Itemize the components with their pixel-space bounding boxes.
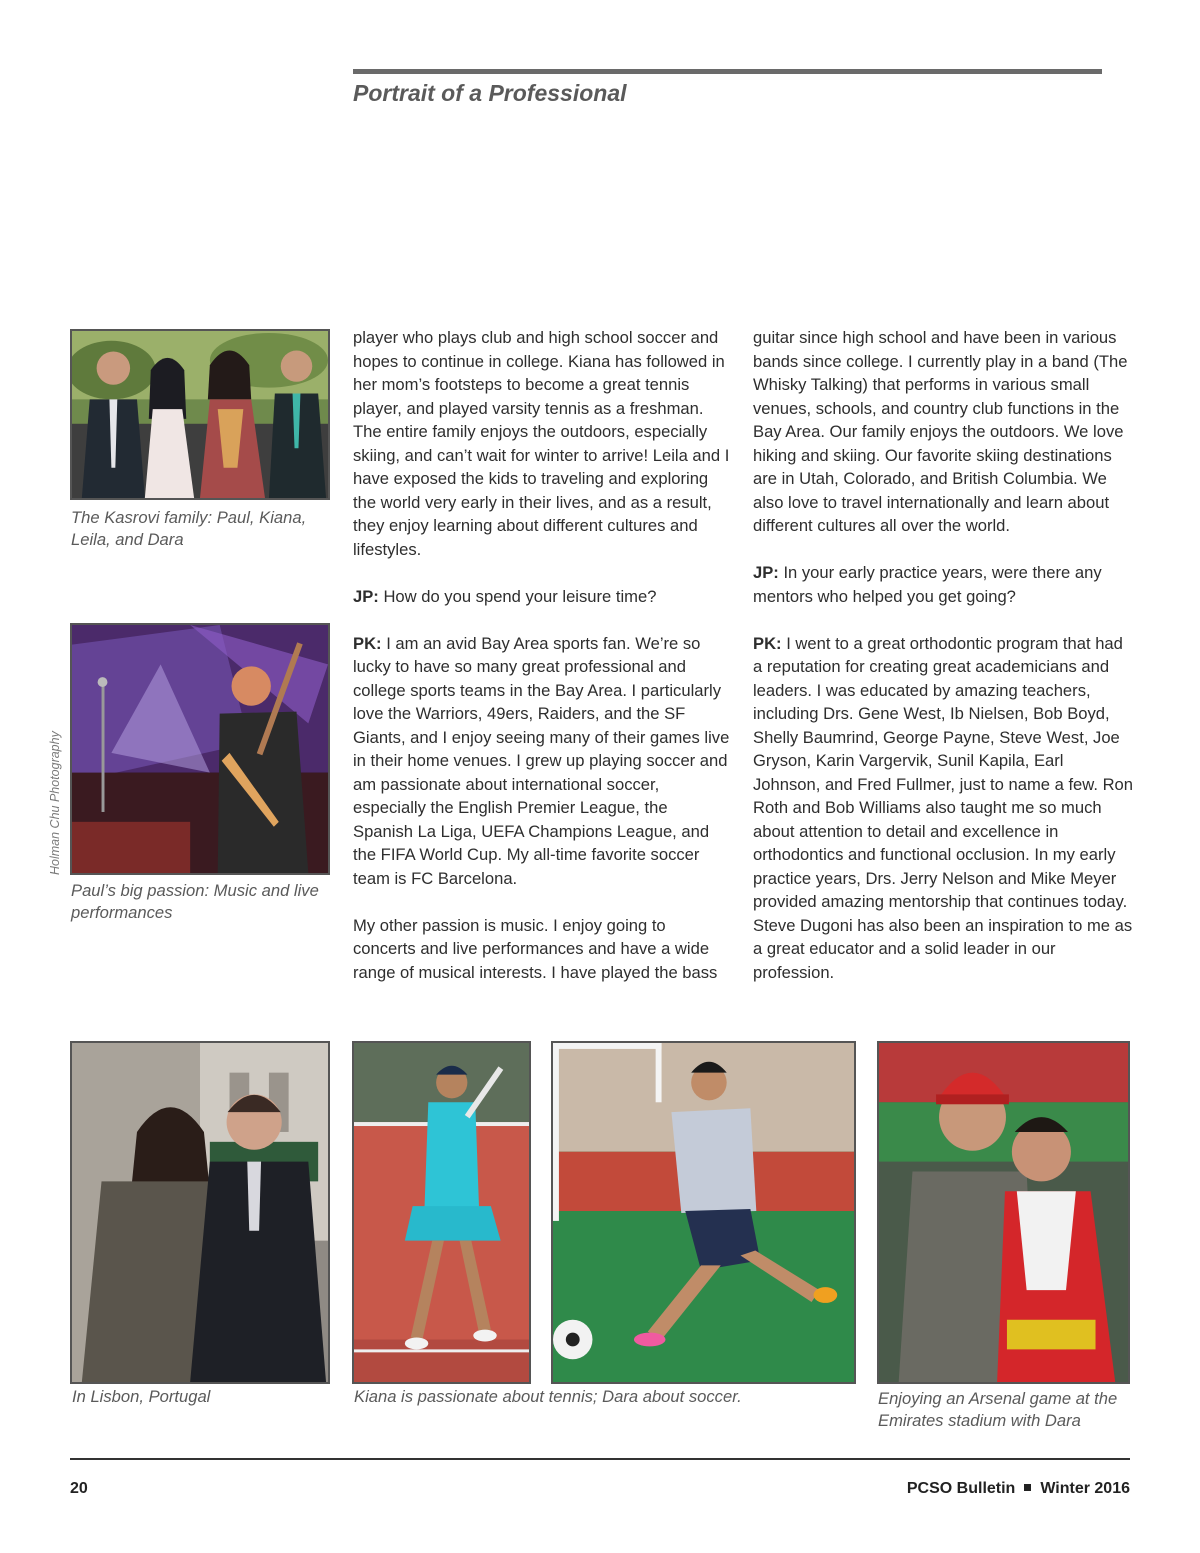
footer-publication [907,1480,1130,1498]
paragraph: player who plays club and high school soccer and hopes to continue in college. Kiana has followed in her mom’s footsteps to become a great tennis player, and played varsity tennis as a freshman. The entire family enjoys the outdoors, especially skiing, and can’t wait for winter to arrive! Leila and I have exposed the kids to traveling and exploring the world very early in their lives, and as a result, they enjoy learning about different cultures and lifestyles. [353,328,730,559]
music-performance-photo [70,623,330,875]
question-label: JP: [753,563,779,582]
question-text: In your early practice years, were there any mentors who helped you get going? [753,563,1102,606]
lisbon-photo [70,1041,330,1384]
tennis-photo [352,1041,531,1384]
family-photo [70,329,330,500]
issue-label: Winter 2016 [1040,1480,1130,1497]
header-rule [353,69,1102,74]
answer-label: PK: [753,633,782,653]
family-photo-caption: The Kasrovi family: Paul, Kiana, Leila, and Dara [71,508,307,549]
soccer-photo [551,1041,856,1384]
arsenal-photo [877,1041,1130,1384]
answer-text: I am an avid Bay Area sports fan. We’re so lucky to have so many great professional and college sports teams in the Bay Area. I particularly love the Warriors, 49ers, Raiders, and the SF Giants, and I enjoy seeing many of their games live in their home venues. I grew up playing soccer and am passionate about international soccer, especially the English Premier League, the Spanish La Liga, UEFA Champions League, and the FIFA World Cup. My all-time favorite soccer team is FC Barcelona. [353,633,730,888]
photo-credit: Holman Chu Photography [48,731,62,875]
article-column-right [753,326,1133,984]
separator-square-icon [1024,1484,1031,1491]
question-label: JP: [353,586,379,606]
interview-answer [753,632,1133,985]
lisbon-photo-caption: In Lisbon, Portugal [72,1387,211,1406]
interview-question [353,585,731,609]
paragraph: guitar since high school and have been in various bands since college. I currently play in a band (The Whisky Talking) that performs in various small venues, schools, and country club functions in the Bay Area. Our family enjoys the outdoors. We love hiking and skiing. Our favorite skiing destinations are in Utah, Colorado, and British Columbia. We also love to travel internationally and learn about different cultures all over the world. [753,328,1128,535]
page-number: 20 [70,1480,88,1497]
footer-rule [70,1458,1130,1460]
answer-label: PK: [353,633,382,653]
article-column-middle [353,326,731,984]
music-photo-caption: Paul’s big passion: Music and live performances [71,881,319,922]
section-title: Portrait of a Professional [353,80,627,106]
answer-text: I went to a great orthodontic program that had a reputation for creating great academicians and leaders. I was educated by amazing teachers, including Drs. Gene West, Ib Nielsen, Bob Boyd, Shelly Baumrind, George Payne, Steve West, Joe Gryson, Karin Vargervik, Sunil Kapila, Earl Johnson, and Fred Fullmer, just to name a few. Ron Roth and Bob Williams also taught me so much about attention to detail and excellence in orthodontics and functional occlusion. In my early practice years, Drs. Jerry Nelson and Mike Meyer provided amazing mentorship that continues today. Steve Dugoni has also been an inspiration to me as a great educator and a solid leader in our profession. [753,633,1134,982]
publication-name: PCSO Bulletin [906,1480,1016,1497]
interview-answer [353,632,731,891]
sports-photos-caption: Kiana is passionate about tennis; Dara about soccer. [354,1387,742,1406]
interview-question [753,561,1133,608]
arsenal-photo-caption: Enjoying an Arsenal game at the Emirates stadium with Dara [878,1389,1118,1430]
question-text: How do you spend your leisure time? [378,586,657,606]
paragraph: My other passion is music. I enjoy going to concerts and live performances and have a wide range of musical interests. I have played the bass [353,915,718,982]
